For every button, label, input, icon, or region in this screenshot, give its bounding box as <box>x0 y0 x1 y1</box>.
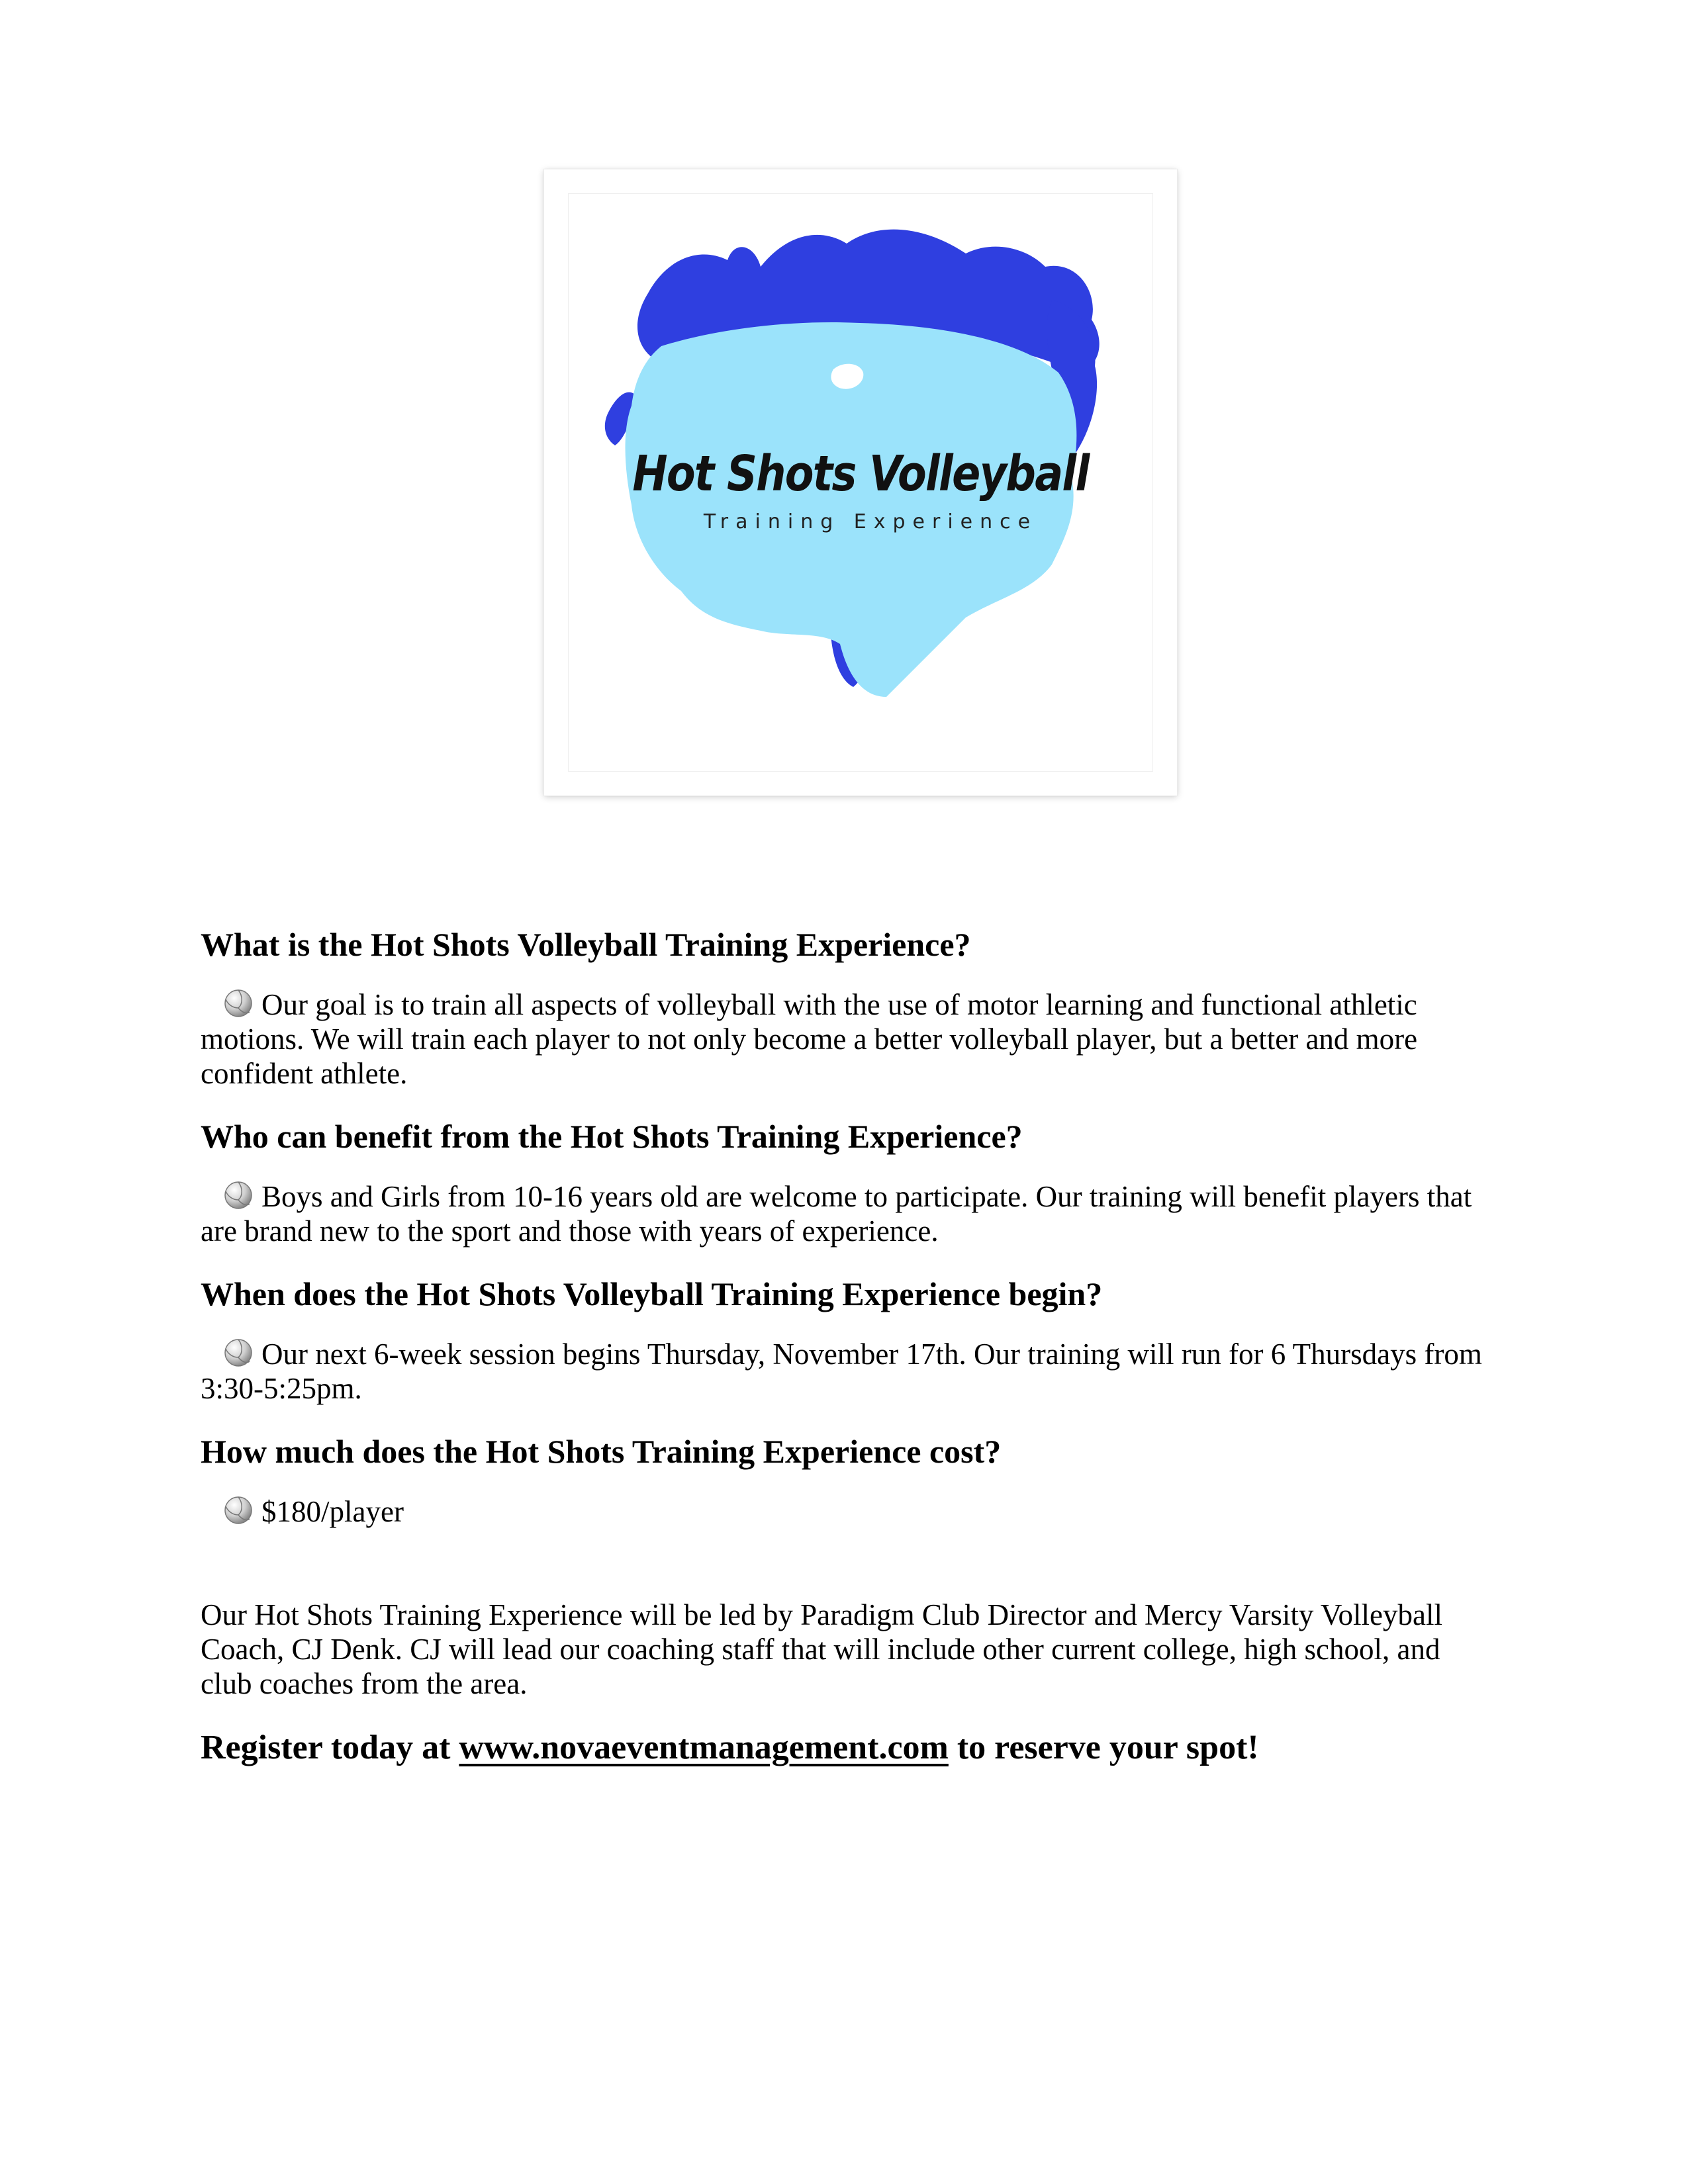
section-body-when <box>201 1337 1498 1406</box>
section-heading-what: What is the Hot Shots Volleyball Training Experience? <box>201 926 971 963</box>
section-body-text: Our goal is to train all aspects of volleyball with the use of motor learning and functional athletic motions. We will train each player to not only become a better volleyball player, but a better and more confident athlete. <box>201 988 1418 1090</box>
register-link[interactable]: www.novaeventmanagement.com <box>459 1729 949 1766</box>
register-prefix: Register today at <box>201 1729 459 1766</box>
logo-image-frame <box>544 169 1177 796</box>
flyer-content <box>201 925 1498 1767</box>
register-line <box>201 1729 1498 1767</box>
section-body-what <box>201 987 1498 1091</box>
logo-title: Hot Shots Volleyball <box>632 445 1089 502</box>
section-heading-cost: How much does the Hot Shots Training Experience cost? <box>201 1433 1002 1470</box>
logo-image <box>568 193 1153 772</box>
register-suffix: to reserve your spot! <box>948 1729 1259 1766</box>
section-body-who <box>201 1179 1498 1248</box>
staff-paragraph: Our Hot Shots Training Experience will be led by Paradigm Club Director and Mercy Varsity Volleyball Coach, CJ Denk. CJ will lead our coaching staff that will include other current college, high school, and club coaches from the area. <box>201 1598 1442 1700</box>
section-body-text: Our next 6-week session begins Thursday, November 17th. Our training will run for 6 Thursdays from 3:30-5:25pm. <box>201 1338 1482 1405</box>
section-body-text: Boys and Girls from 10-16 years old are welcome to participate. Our training will benefit players that are brand new to the sport and those with years of experience. <box>201 1180 1472 1248</box>
volleyball-icon <box>223 1180 254 1210</box>
section-heading-who: Who can benefit from the Hot Shots Training Experience? <box>201 1118 1023 1155</box>
section-body-cost <box>201 1494 1498 1529</box>
section-heading-when: When does the Hot Shots Volleyball Training Experience begin? <box>201 1275 1103 1312</box>
volleyball-icon <box>223 1495 254 1525</box>
volleyball-icon <box>223 988 254 1019</box>
logo-subtitle: Training Experience <box>703 510 1038 533</box>
volleyball-icon <box>223 1338 254 1368</box>
section-body-text: $180/player <box>261 1495 404 1528</box>
